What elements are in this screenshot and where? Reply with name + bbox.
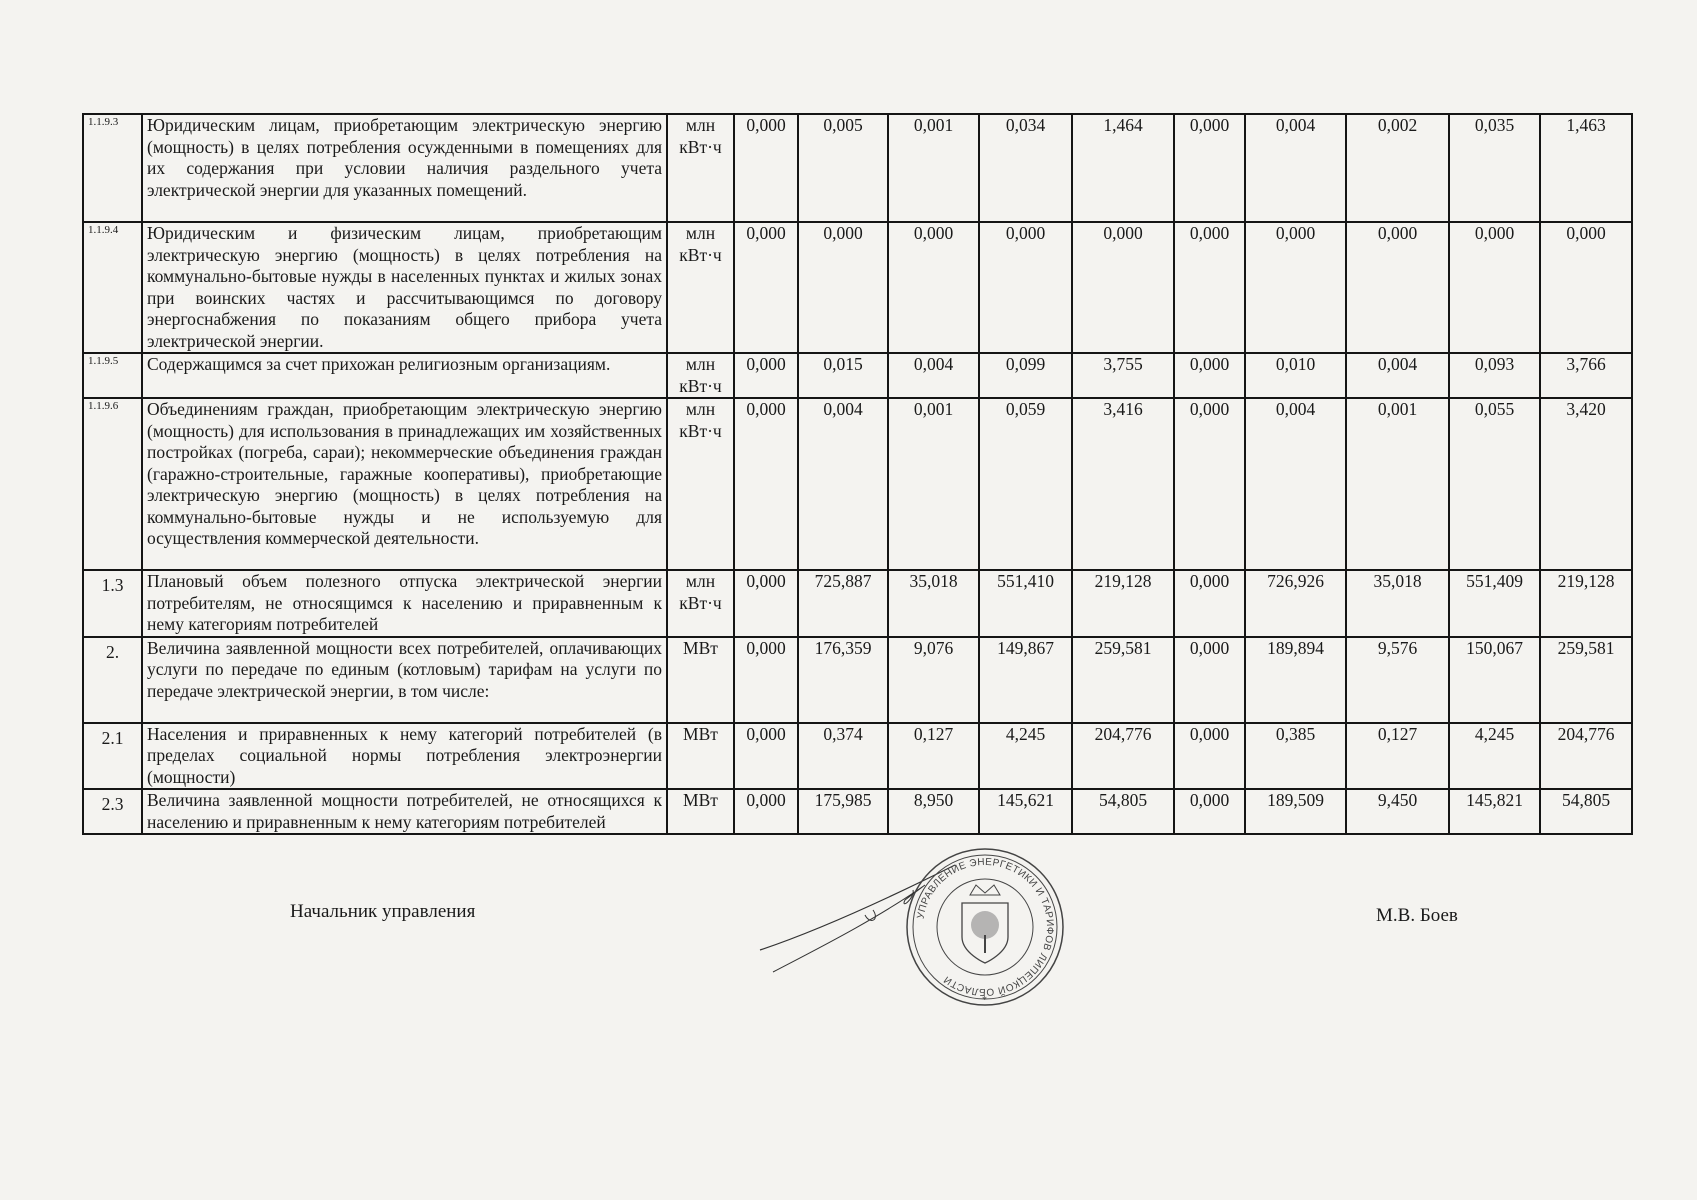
value-cell: 0,002 bbox=[1346, 114, 1449, 222]
value-cell: 0,000 bbox=[1245, 222, 1346, 353]
table-row bbox=[83, 570, 1632, 637]
value-cell: 0,004 bbox=[798, 398, 888, 570]
value-cell: 0,374 bbox=[798, 723, 888, 790]
table-body bbox=[83, 114, 1632, 834]
value-cell: 0,000 bbox=[734, 353, 798, 398]
value-cell: 0,000 bbox=[1174, 222, 1245, 353]
row-unit: млн кВт·ч bbox=[667, 353, 734, 398]
value-cell: 0,000 bbox=[888, 222, 979, 353]
value-cell: 8,950 bbox=[888, 789, 979, 834]
table-row bbox=[83, 222, 1632, 353]
value-cell: 726,926 bbox=[1245, 570, 1346, 637]
value-cell: 0,001 bbox=[888, 398, 979, 570]
row-description: Населения и приравненных к нему категорий потребителей (в пределах социальной нормы потребления электроэнергии (мощности) bbox=[142, 723, 667, 790]
row-number: 1.1.9.3 bbox=[83, 114, 142, 222]
value-cell: 0,034 bbox=[979, 114, 1072, 222]
value-cell: 551,409 bbox=[1449, 570, 1540, 637]
value-cell: 0,055 bbox=[1449, 398, 1540, 570]
value-cell: 0,010 bbox=[1245, 353, 1346, 398]
row-description: Плановый объем полезного отпуска электрической энергии потребителям, не относящимся к населению и приравненным к нему категориям потребителей bbox=[142, 570, 667, 637]
value-cell: 189,509 bbox=[1245, 789, 1346, 834]
value-cell: 725,887 bbox=[798, 570, 888, 637]
value-cell: 3,420 bbox=[1540, 398, 1632, 570]
value-cell: 0,127 bbox=[888, 723, 979, 790]
value-cell: 259,581 bbox=[1540, 637, 1632, 723]
value-cell: 149,867 bbox=[979, 637, 1072, 723]
row-unit: млн кВт·ч bbox=[667, 398, 734, 570]
value-cell: 54,805 bbox=[1072, 789, 1174, 834]
svg-text:*: * bbox=[982, 995, 987, 1006]
row-description: Величина заявленной мощности всех потребителей, оплачивающих услуги по передаче по единым (котловым) тарифам на услуги по передаче электрической энергии, в том числе: bbox=[142, 637, 667, 723]
value-cell: 0,000 bbox=[1449, 222, 1540, 353]
table-row bbox=[83, 789, 1632, 834]
row-description: Величина заявленной мощности потребителей, не относящихся к населению и приравненным к нему категориям потребителей bbox=[142, 789, 667, 834]
value-cell: 0,000 bbox=[1540, 222, 1632, 353]
value-cell: 0,000 bbox=[734, 789, 798, 834]
table-row bbox=[83, 114, 1632, 222]
value-cell: 1,463 bbox=[1540, 114, 1632, 222]
row-number: 1.1.9.4 bbox=[83, 222, 142, 353]
row-number: 1.1.9.6 bbox=[83, 398, 142, 570]
value-cell: 0,000 bbox=[1346, 222, 1449, 353]
value-cell: 0,000 bbox=[734, 570, 798, 637]
value-cell: 189,894 bbox=[1245, 637, 1346, 723]
value-cell: 3,755 bbox=[1072, 353, 1174, 398]
row-description: Объединениям граждан, приобретающим электрическую энергию (мощность) для использования в принадлежащих им хозяйственных постройках (погреба, сараи); некоммерческие объединения граждан (гаражно-строительные, гаражные кооперативы), приобретающие электрическую энергию (мощность) в целях потребления на коммунально-бытовые нужды и не используемую для осуществления коммерческой деятельности. bbox=[142, 398, 667, 570]
row-description: Юридическим и физическим лицам, приобретающим электрическую энергию (мощность) в целях потребления на коммунально-бытовые нужды в населенных пунктах и жилых зонах при воинских частях и рассчитывающимся по договору энергоснабжения по показаниям общего прибора учета электрической энергии. bbox=[142, 222, 667, 353]
value-cell: 4,245 bbox=[1449, 723, 1540, 790]
value-cell: 0,015 bbox=[798, 353, 888, 398]
value-cell: 150,067 bbox=[1449, 637, 1540, 723]
value-cell: 176,359 bbox=[798, 637, 888, 723]
value-cell: 0,004 bbox=[1245, 398, 1346, 570]
value-cell: 0,000 bbox=[1174, 637, 1245, 723]
value-cell: 0,000 bbox=[979, 222, 1072, 353]
row-number: 2.3 bbox=[83, 789, 142, 834]
row-number: 2. bbox=[83, 637, 142, 723]
value-cell: 0,000 bbox=[798, 222, 888, 353]
value-cell: 204,776 bbox=[1540, 723, 1632, 790]
value-cell: 219,128 bbox=[1072, 570, 1174, 637]
value-cell: 9,576 bbox=[1346, 637, 1449, 723]
row-description: Содержащимся за счет прихожан религиозным организациям. bbox=[142, 353, 667, 398]
value-cell: 0,059 bbox=[979, 398, 1072, 570]
table-row bbox=[83, 353, 1632, 398]
table-row bbox=[83, 723, 1632, 790]
value-cell: 35,018 bbox=[888, 570, 979, 637]
value-cell: 1,464 bbox=[1072, 114, 1174, 222]
value-cell: 0,000 bbox=[734, 398, 798, 570]
row-unit: МВт bbox=[667, 789, 734, 834]
value-cell: 0,005 bbox=[798, 114, 888, 222]
value-cell: 0,000 bbox=[1174, 789, 1245, 834]
value-cell: 0,035 bbox=[1449, 114, 1540, 222]
row-number: 1.1.9.5 bbox=[83, 353, 142, 398]
value-cell: 551,410 bbox=[979, 570, 1072, 637]
value-cell: 145,621 bbox=[979, 789, 1072, 834]
table-row bbox=[83, 637, 1632, 723]
value-cell: 0,000 bbox=[1174, 114, 1245, 222]
row-unit: млн кВт·ч bbox=[667, 222, 734, 353]
value-cell: 0,001 bbox=[888, 114, 979, 222]
value-cell: 0,127 bbox=[1346, 723, 1449, 790]
seal-text: УПРАВЛЕНИЕ ЭНЕРГЕТИКИ И ТАРИФОВ ЛИПЕЦКОЙ ОБЛАСТИ bbox=[915, 856, 1056, 998]
value-cell: 204,776 bbox=[1072, 723, 1174, 790]
value-cell: 145,821 bbox=[1449, 789, 1540, 834]
value-cell: 0,000 bbox=[1174, 398, 1245, 570]
signatory-name: М.В. Боев bbox=[1376, 905, 1458, 926]
value-cell: 0,000 bbox=[1174, 723, 1245, 790]
tariff-table bbox=[82, 113, 1633, 835]
row-unit: млн кВт·ч bbox=[667, 570, 734, 637]
value-cell: 9,450 bbox=[1346, 789, 1449, 834]
value-cell: 9,076 bbox=[888, 637, 979, 723]
value-cell: 0,001 bbox=[1346, 398, 1449, 570]
official-seal bbox=[900, 845, 1070, 1010]
value-cell: 4,245 bbox=[979, 723, 1072, 790]
row-number: 2.1 bbox=[83, 723, 142, 790]
value-cell: 0,004 bbox=[1346, 353, 1449, 398]
value-cell: 0,000 bbox=[734, 637, 798, 723]
value-cell: 0,093 bbox=[1449, 353, 1540, 398]
value-cell: 0,000 bbox=[734, 222, 798, 353]
value-cell: 35,018 bbox=[1346, 570, 1449, 637]
row-unit: млн кВт·ч bbox=[667, 114, 734, 222]
table-row bbox=[83, 398, 1632, 570]
value-cell: 0,099 bbox=[979, 353, 1072, 398]
row-description: Юридическим лицам, приобретающим электрическую энергию (мощность) в целях потребления осужденными в помещениях для их содержания при условии наличия раздельного учета электрической энергии для указанных помещений. bbox=[142, 114, 667, 222]
value-cell: 54,805 bbox=[1540, 789, 1632, 834]
value-cell: 0,385 bbox=[1245, 723, 1346, 790]
value-cell: 0,004 bbox=[888, 353, 979, 398]
value-cell: 0,000 bbox=[1174, 353, 1245, 398]
value-cell: 0,000 bbox=[1174, 570, 1245, 637]
value-cell: 0,000 bbox=[1072, 222, 1174, 353]
row-unit: МВт bbox=[667, 723, 734, 790]
value-cell: 3,416 bbox=[1072, 398, 1174, 570]
value-cell: 3,766 bbox=[1540, 353, 1632, 398]
signatory-position: Начальник управления bbox=[290, 901, 476, 922]
value-cell: 259,581 bbox=[1072, 637, 1174, 723]
row-number: 1.3 bbox=[83, 570, 142, 637]
value-cell: 0,000 bbox=[734, 114, 798, 222]
value-cell: 0,004 bbox=[1245, 114, 1346, 222]
value-cell: 0,000 bbox=[734, 723, 798, 790]
value-cell: 175,985 bbox=[798, 789, 888, 834]
row-unit: МВт bbox=[667, 637, 734, 723]
value-cell: 219,128 bbox=[1540, 570, 1632, 637]
